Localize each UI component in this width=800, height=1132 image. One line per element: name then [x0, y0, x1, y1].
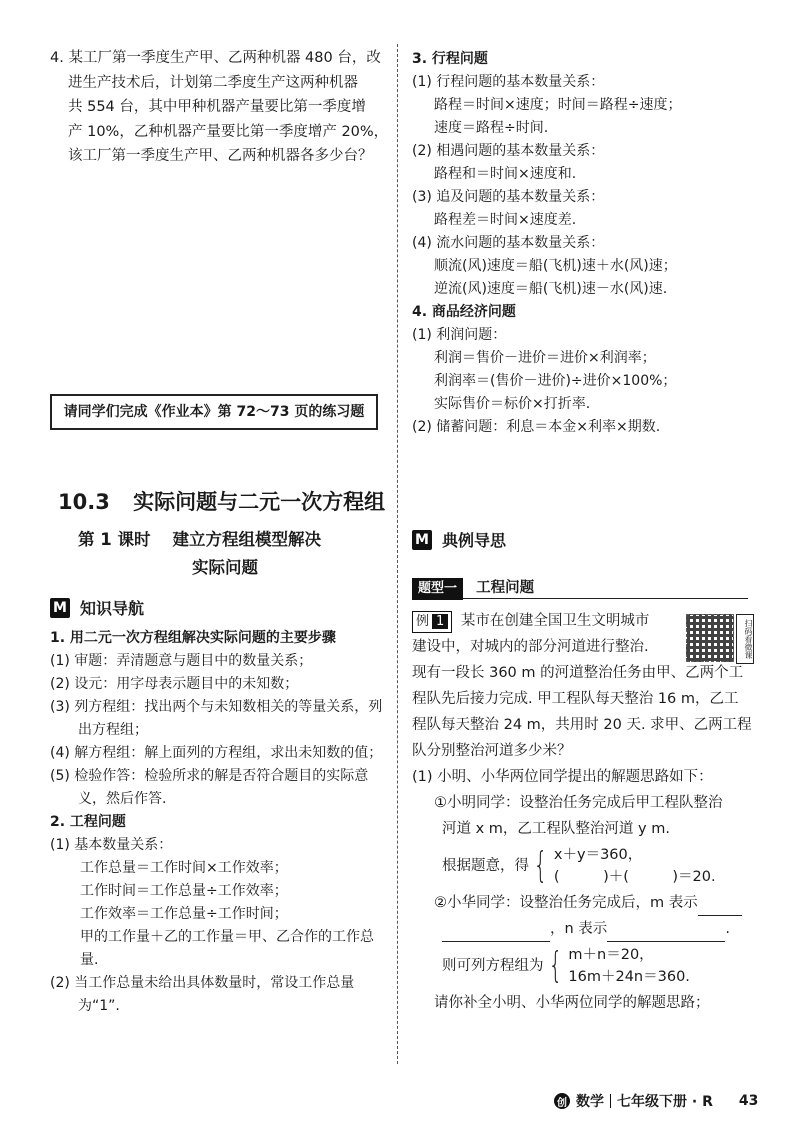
- stream-sub: (4) 流水问题的基本数量关系：: [412, 235, 605, 251]
- engineering-sub2: (2) 当工作总量未给出具体数量时，常设工作总量为“1”.: [50, 975, 355, 1014]
- brace-icon: {: [548, 945, 562, 986]
- stream-formula: 逆流(风)速度＝船(飞机)速－水(风)速.: [434, 281, 668, 297]
- engineering-sub1: (1) 基本数量关系：: [50, 837, 173, 853]
- lesson-title: [78, 526, 408, 582]
- problem-4-line: 共 554 台，其中甲种机器产量要比第一季度增: [68, 99, 366, 115]
- equation-line[interactable]: ( )＋( )＝20.: [553, 869, 716, 885]
- engineering-formula: 甲的工作量＋乙的工作量＝甲、乙合作的工作总量.: [80, 929, 374, 968]
- homework-box: 请同学们完成《作业本》第 72～73 页的练习题: [50, 394, 378, 430]
- profit-formula: 利润率＝(售价－进价)÷进价×100%；: [434, 373, 677, 389]
- xiaoming-line: 河道 x m，乙工程队整治河道 y m.: [442, 821, 670, 837]
- section-badge-icon: M: [50, 598, 70, 618]
- example-line: 程队每天整治 24 m，共用时 20 天. 求甲、乙两工程: [412, 717, 752, 733]
- chase-sub: (3) 追及问题的基本数量关系：: [412, 189, 605, 205]
- step-item: (4) 解方程组：解上面列的方程组，求出未知数的值；: [50, 745, 383, 761]
- engineering-formula: 工作效率＝工作总量÷工作时间；: [80, 906, 288, 922]
- section-title: [58, 486, 398, 516]
- brace-icon: {: [533, 845, 548, 886]
- section-title-text: 实际问题与二元一次方程组: [133, 489, 386, 514]
- travel-title: 3. 行程问题: [412, 51, 488, 67]
- qr-side-label: 扫码看微课: [736, 614, 754, 664]
- travel-sub: (1) 行程问题的基本数量关系：: [412, 74, 605, 90]
- instruction-line: 请你补全小明、小华两位同学的解题思路；: [434, 995, 710, 1011]
- problem-4-line: 该工厂第一季度生产甲、乙两种机器各多少台？: [68, 148, 373, 164]
- lesson-title-line1: 建立方程组模型解决: [172, 530, 321, 549]
- formulas-section: [412, 48, 757, 439]
- lesson-title-line2: 实际问题: [192, 558, 258, 577]
- xiaohua-line: ，n 表示 .: [412, 916, 757, 942]
- step-item: (2) 设元：用字母表示题目中的未知数；: [50, 676, 299, 692]
- chase-formula: 路程差＝时间×速度差.: [434, 212, 577, 228]
- example-line: 队分别整治河道多少米？: [412, 743, 572, 759]
- travel-formula: 速度＝路程÷时间.: [434, 120, 549, 136]
- equation-line: m＋n＝20，: [568, 947, 654, 963]
- steps-title: 1. 用二元一次方程组解决实际问题的主要步骤: [50, 630, 336, 646]
- engineering-formula: 工作总量＝工作时间×工作效率；: [80, 860, 288, 876]
- xiaoming-system: 根据题意，得 { x＋y＝360， ( )＋( )＝20.: [442, 845, 716, 886]
- xiaohua-system: 则可列方程组为 { m＋n＝20， 16m＋24n＝360.: [442, 945, 690, 986]
- example-tag: 例 1: [412, 611, 452, 633]
- guide-heading: [412, 528, 757, 551]
- savings-sub: (2) 储蓄问题：利息＝本金×利率×期数.: [412, 419, 661, 435]
- xiaohua-line: ②小华同学：设整治任务完成后，m 表示: [412, 890, 757, 916]
- problem-4-line: 进生产技术后，计划第二季度生产这两种机器: [68, 74, 358, 91]
- guide-heading-label: 典例导思: [442, 531, 507, 550]
- knowledge-heading: [50, 596, 390, 619]
- page-number: 43: [738, 1093, 759, 1109]
- page-footer: [554, 1090, 774, 1112]
- profit-sub: (1) 利润问题：: [412, 327, 507, 343]
- publisher-logo-icon: 创: [554, 1093, 570, 1109]
- question-type-name: 工程问题: [476, 580, 535, 596]
- lesson-label: 第 1 课时: [78, 530, 151, 549]
- step-item: (5) 检验作答：检验所求的解是否符合题目的实际意义，然后作答.: [50, 768, 369, 807]
- xiaoming-line: ①小明同学：设整治任务完成后甲工程队整治: [434, 795, 723, 811]
- example-line: 程队先后接力完成. 甲工程队每天整治 16 m，乙工: [412, 691, 739, 707]
- travel-formula: 路程＝时间×速度；时间＝路程÷速度；: [434, 97, 682, 113]
- profit-formula: 实际售价＝标价×打折率.: [434, 396, 591, 412]
- profit-formula: 利润＝售价－进价＝进价×利润率；: [434, 350, 656, 366]
- question-1: (1) 小明、小华两位同学提出的解题思路如下：: [412, 769, 713, 785]
- example-line: 建设中，对城内的部分河道进行整治.: [412, 639, 649, 655]
- problem-4-line: 产 10%，乙种机器产量要比第一季度增产 20%，: [68, 123, 389, 140]
- meet-sub: (2) 相遇问题的基本数量关系：: [412, 143, 605, 159]
- example-first-line: 例 1 某市在创建全国卫生文明城市: [412, 608, 757, 634]
- section-number: 10.3: [58, 490, 110, 514]
- engineering-title: 2. 工程问题: [50, 814, 126, 830]
- example-1: [412, 608, 757, 1016]
- footer-separator: [610, 1094, 611, 1108]
- knowledge-heading-label: 知识导航: [80, 599, 145, 618]
- step-item: (1) 审题：弄清题意与题目中的数量关系；: [50, 653, 313, 669]
- engineering-formula: 工作时间＝工作总量÷工作效率；: [80, 883, 288, 899]
- equation-line: x＋y＝360，: [553, 847, 643, 863]
- answer-blank[interactable]: [442, 941, 550, 942]
- knowledge-section: [50, 596, 390, 1018]
- footer-grade: 七年级下册 · R: [617, 1094, 713, 1110]
- answer-blank[interactable]: [607, 941, 725, 942]
- stream-formula: 顺流(风)速度＝船(飞机)速＋水(风)速；: [434, 258, 677, 274]
- step-item: (3) 列方程组：找出两个与未知数相关的等量关系，列出方程组；: [50, 699, 383, 738]
- problem-4: [50, 46, 390, 169]
- section-badge-icon: M: [412, 530, 432, 550]
- equation-line: 16m＋24n＝360.: [568, 969, 690, 985]
- example-line: 现有一段长 360 m 的河道整治任务由甲、乙两个工: [412, 665, 744, 681]
- meet-formula: 路程和＝时间×速度和.: [434, 166, 577, 182]
- footer-subject: 数学: [576, 1094, 604, 1110]
- problem-4-line: 4. 某工厂第一季度生产甲、乙两种机器 480 台，改: [50, 50, 381, 66]
- question-type-bar: [412, 576, 748, 599]
- question-type-tag: 题型一: [412, 578, 463, 600]
- commerce-title: 4. 商品经济问题: [412, 304, 516, 320]
